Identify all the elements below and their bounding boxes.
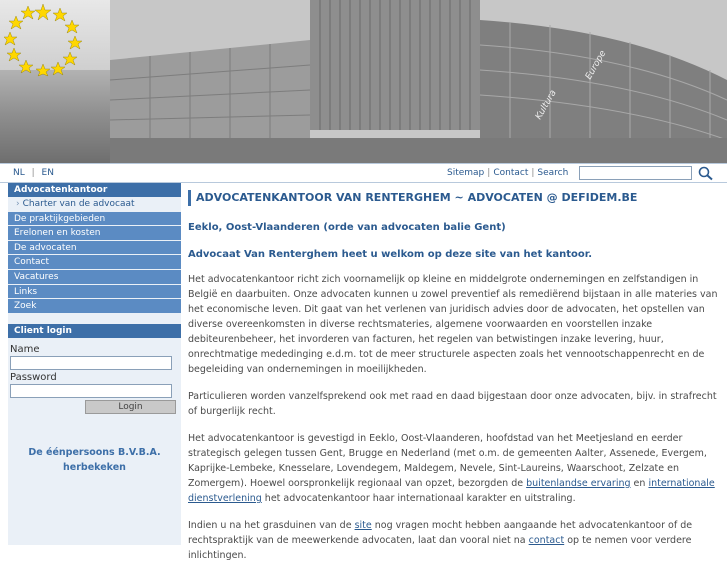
para-text: Het advocatenkantoor is gevestigd in Eeklo, Oost-Vlaanderen, hoofdstad van het Meetjesland en eerder strategisch gelegen tussen Gent, Brugge en Nederland (met o.m. de gemeenten Aalter, Assenede, Evergem, Kaprijke-Lembeke, Knesselare, Lovendegem, Maldegem, Nevele, Sint-Laureins, Waarschoot, Zelzate en Zomergem). Hoewel oorspronkelijk regionaal van opzet, bezorgden de <box>188 433 707 489</box>
client-login-title: Client login <box>8 324 181 338</box>
page-title: ADVOCATENKANTOOR VAN RENTERGHEM ~ ADVOCATEN @ DEFIDEM.BE <box>188 190 718 206</box>
sidebar <box>8 183 181 545</box>
sidebar-item-praktijkgebieden[interactable]: De praktijkgebieden <box>8 212 181 227</box>
sidebar-item-contact[interactable]: Contact <box>8 255 181 270</box>
promo-line-1: De éénpersoons B.V.B.A. <box>28 447 161 458</box>
para-text: en <box>630 478 649 489</box>
contact-paragraph <box>188 518 718 563</box>
sidebar-item-charter[interactable] <box>8 197 181 212</box>
welcome-subtitle: Advocaat Van Renterghem heet u welkom op deze site van het kantoor. <box>188 249 593 260</box>
header-banner <box>0 0 727 163</box>
sitemap-link[interactable]: Sitemap <box>447 168 485 178</box>
arrow-right-icon: › <box>16 199 20 209</box>
sidebar-item-vacatures[interactable]: Vacatures <box>8 270 181 285</box>
utility-links <box>447 168 568 178</box>
name-field[interactable] <box>10 356 172 370</box>
search-input[interactable] <box>579 166 692 180</box>
promo-line-2: herbekeken <box>63 462 126 473</box>
lang-en-link[interactable]: EN <box>41 168 54 178</box>
sidebar-item-zoek[interactable]: Zoek <box>8 299 181 314</box>
password-label: Password <box>10 371 57 383</box>
menu-title: Advocatenkantoor <box>8 183 181 197</box>
lang-nl-link[interactable]: NL <box>13 168 25 178</box>
lang-separator: | <box>31 168 35 178</box>
sidebar-item-advocaten[interactable]: De advocaten <box>8 241 181 256</box>
language-switcher <box>13 168 58 178</box>
intro-paragraph: Het advocatenkantoor richt zich voornamelijk op kleine en middelgrote ondernemingen en zelfstandigen in België en daarbuiten. Onze advocaten kunnen u zowel preventief als remediërend bijstaan in alle materies van het economische leven. Dit gaat van het verlenen van juridisch advies door de advocaten, het opstellen van diverse overeenkomsten in diverse rechtsmateries, algemene voorwaarden en voorstellen inzake debiteurenbeheer, het invorderen van facturen, het regelen van betwistingen inzake levering, huur, onrechtmatige mededinging e.d.m. tot de meer structurele aspecten zoals het vennootschappenrecht en de begeleiding van ondernemingen in moeilijkheden. <box>188 274 718 375</box>
banner-word-2: Europe <box>583 48 609 82</box>
sidebar-item-erelonen[interactable]: Erelonen en kosten <box>8 226 181 241</box>
eu-stars-logo <box>4 2 82 76</box>
para-text: Indien u na het grasduinen van de <box>188 520 355 531</box>
search-link[interactable]: Search <box>537 168 569 178</box>
para-text: nog vragen mocht hebben aangaande het advocatenkantoor of de rechtspraktijk van de meewerkende advocaten, laat dan vooral niet na <box>188 520 693 546</box>
parliament-building-image <box>110 0 727 163</box>
location-paragraph <box>188 431 718 506</box>
international-services-link[interactable]: internationale dienstverlening <box>188 478 715 504</box>
sidebar-item-label: Charter van de advocaat <box>22 199 135 209</box>
contact-inline-link[interactable]: contact <box>528 535 565 546</box>
para-text: het advocatenkantoor haar internationaal karakter en uitstraling. <box>261 493 576 504</box>
login-form <box>8 338 181 418</box>
para-text: op te nemen voor verdere inlichtingen. <box>188 535 692 561</box>
magnifier-icon[interactable] <box>697 165 715 181</box>
link-separator: | <box>531 168 535 178</box>
login-button[interactable]: Login <box>85 400 176 414</box>
promo-link[interactable] <box>8 445 181 475</box>
link-separator: | <box>487 168 491 178</box>
site-link[interactable]: site <box>354 520 372 531</box>
foreign-experience-link[interactable]: buitenlandse ervaring <box>526 478 631 489</box>
main-content <box>188 190 718 563</box>
contact-link[interactable]: Contact <box>493 168 529 178</box>
name-label: Name <box>10 343 40 355</box>
location-subtitle: Eeklo, Oost-Vlaanderen (orde van advocaten balie Gent) <box>188 222 506 233</box>
sidebar-item-links[interactable]: Links <box>8 285 181 300</box>
private-clients-paragraph: Particulieren worden vanzelfsprekend ook met raad en daad bijgestaan door onze advocaten, bijv. in strafrecht of burgerlijk recht. <box>188 391 717 417</box>
banner-word-1: Kultura <box>533 88 559 122</box>
password-field[interactable] <box>10 384 172 398</box>
